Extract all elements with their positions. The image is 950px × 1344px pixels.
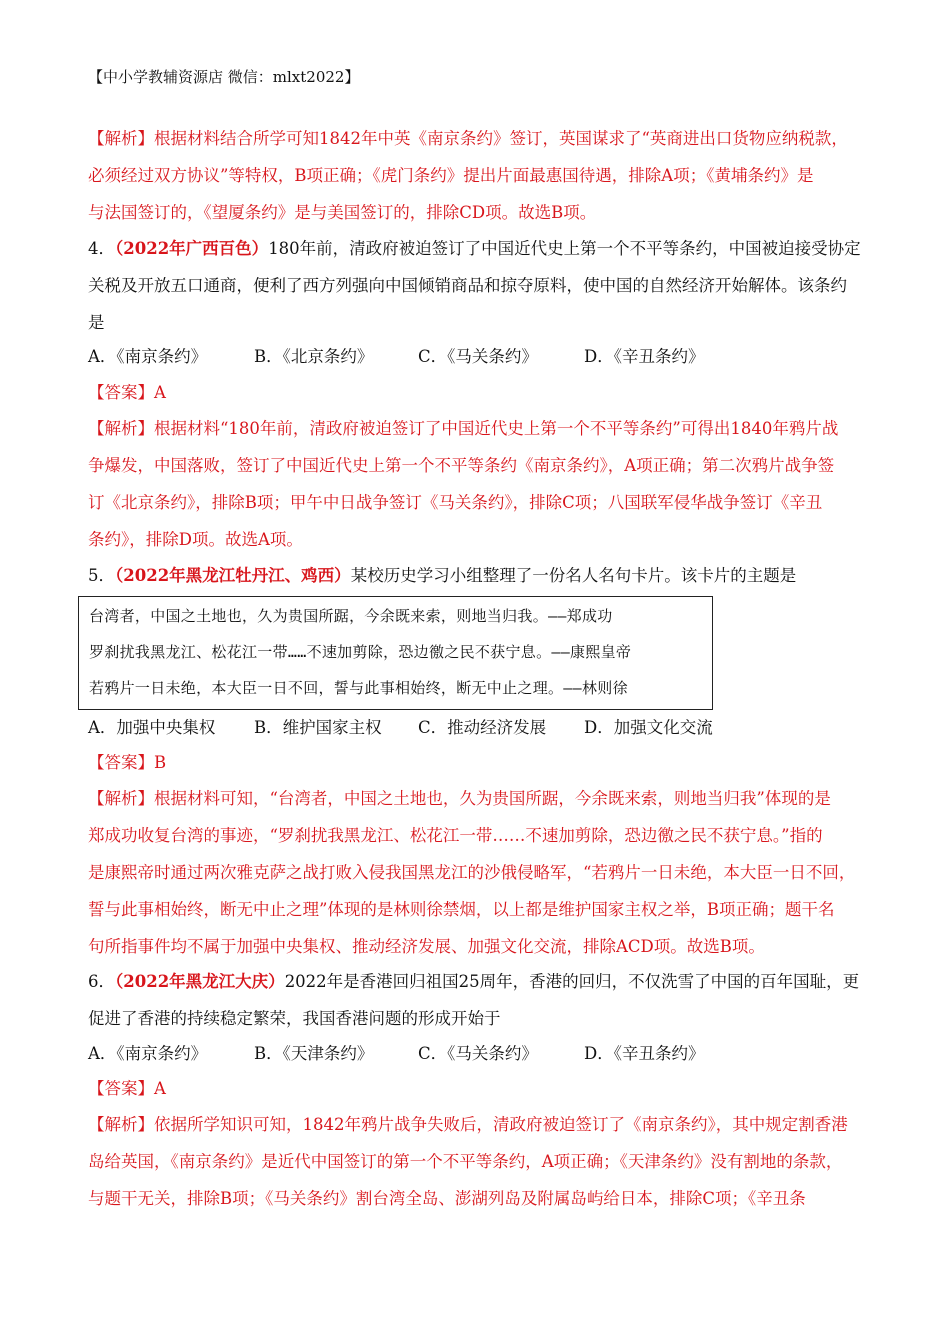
question-line: 是 [88, 313, 105, 332]
question-line: 促进了香港的持续稳定繁荣，我国香港问题的形成开始于 [88, 1009, 501, 1028]
answer-line: 【答案】B [88, 753, 167, 772]
question-source: （2022年黑龙江牡丹江、鸡西） [115, 566, 351, 585]
q5-stem [88, 557, 863, 594]
option-d: D．《辛丑条约》 [584, 347, 705, 366]
q6-options [88, 1035, 863, 1072]
option-d: D．加强文化交流 [584, 718, 713, 737]
option-a: A．《南京条约》 [88, 347, 208, 366]
question-text: 某校历史学习小组整理了一份名人名句卡片。该卡片的主题是 [350, 566, 797, 585]
option-b: B．《天津条约》 [254, 1044, 374, 1063]
question-source: （2022年黑龙江大庆） [115, 972, 285, 991]
question-number: 5． [88, 566, 115, 585]
analysis-line: 与题干无关，排除B项；《马关条约》割台湾全岛、澎湖列岛及附属岛屿给日本，排除C项；《辛丑条 [88, 1189, 806, 1208]
analysis-line: 句所指事件均不属于加强中央集权、推动经济发展、加强文化交流，排除ACD项。故选B项。 [88, 937, 765, 956]
analysis-line: 【解析】根据材料结合所学可知1842年中英《南京条约》签订，英国谋求了“英商进出口货物应纳税款， [88, 129, 848, 148]
quote-line: 罗刹扰我黑龙江、松花江一带……不速加剪除，恐边徼之民不获宁息。——康熙皇帝 [89, 643, 632, 661]
analysis-line: 订《北京条约》，排除B项；甲午中日战争签订《马关条约》，排除C项；八国联军侵华战争签订《辛丑 [88, 493, 823, 512]
option-c: C．《马关条约》 [418, 347, 538, 366]
analysis-line: 誓与此事相始终，断无中止之理”体现的是林则徐禁烟，以上都是维护国家主权之举，B项正确；题干名 [88, 900, 835, 919]
q4-stem [88, 230, 863, 341]
analysis-line: 是康熙帝时通过两次雅克萨之战打败入侵我国黑龙江的沙俄侵略军，“若鸦片一日未绝，本大臣一日不回， [88, 863, 856, 882]
analysis-line: 必须经过双方协议”等特权，B项正确；《虎门条约》提出片面最惠国待遇，排除A项；《黄埔条约》是 [88, 166, 814, 185]
quote-line: 台湾者，中国之土地也，久为贵国所踞，今余既来索，则地当归我。——郑成功 [89, 607, 613, 625]
analysis-line: 岛给英国，《南京条约》是近代中国签订的第一个不平等条约，A项正确；《天津条约》没有割地的条款， [88, 1152, 843, 1171]
option-d: D．《辛丑条约》 [584, 1044, 705, 1063]
q3-analysis [88, 120, 863, 231]
quote-card [78, 596, 713, 710]
question-text: 2022年是香港回归祖国25周年，香港的回归，不仅洗雪了中国的百年国耻，更 [284, 972, 860, 991]
option-a: A．《南京条约》 [88, 1044, 208, 1063]
question-source: （2022年广西百色） [115, 239, 269, 258]
answer-line: 【答案】A [88, 1079, 166, 1098]
question-line [88, 557, 863, 594]
option-c: C．《马关条约》 [418, 1044, 538, 1063]
analysis-line: 【解析】根据材料可知，“台湾者，中国之土地也，久为贵国所踞，今余既来索，则地当归我”体现的是 [88, 789, 831, 808]
question-text: 180年前，清政府被迫签订了中国近代史上第一个不平等条约，中国被迫接受协定 [268, 239, 861, 258]
option-b: B．《北京条约》 [254, 347, 374, 366]
question-number: 4． [88, 239, 115, 258]
question-line [88, 230, 863, 267]
question-line [88, 963, 863, 1000]
q5-answer [88, 744, 863, 781]
analysis-line: 与法国签订的，《望厦条约》是与美国签订的，排除CD项。故选B项。 [88, 203, 597, 222]
analysis-line: 【解析】根据材料“180年前，清政府被迫签订了中国近代史上第一个不平等条约”可得出1840年鸦片战 [88, 419, 839, 438]
q5-options [88, 709, 863, 746]
question-number: 6． [88, 972, 115, 991]
q4-answer [88, 374, 863, 411]
analysis-line: 【解析】依据所学知识可知，1842年鸦片战争失败后，清政府被迫签订了《南京条约》，其中规定割香港 [88, 1115, 848, 1134]
q4-options [88, 338, 863, 375]
q6-analysis [88, 1106, 863, 1217]
option-c: C．推动经济发展 [418, 718, 547, 737]
q6-stem [88, 963, 863, 1037]
quote-line: 若鸦片一日未绝，本大臣一日不回，誓与此事相始终，断无中止之理。——林则徐 [89, 679, 628, 697]
analysis-line: 争爆发，中国落败，签订了中国近代史上第一个不平等条约《南京条约》，A项正确；第二次鸦片战争签 [88, 456, 835, 475]
option-b: B．维护国家主权 [254, 718, 382, 737]
analysis-line: 条约》，排除D项。故选A项。 [88, 530, 303, 549]
q5-analysis [88, 780, 863, 965]
q4-analysis [88, 410, 863, 558]
answer-line: 【答案】A [88, 383, 166, 402]
question-line: 关税及开放五口通商，便利了西方列强向中国倾销商品和掠夺原料，使中国的自然经济开始解体。该条约 [88, 276, 847, 295]
q6-answer [88, 1070, 863, 1107]
option-a: A．加强中央集权 [88, 718, 216, 737]
page-header: 【中小学教辅资源店 微信：mlxt2022】 [88, 68, 360, 86]
analysis-line: 郑成功收复台湾的事迹，“罗刹扰我黑龙江、松花江一带……不速加剪除，恐边徼之民不获宁息。”指的 [88, 826, 823, 845]
